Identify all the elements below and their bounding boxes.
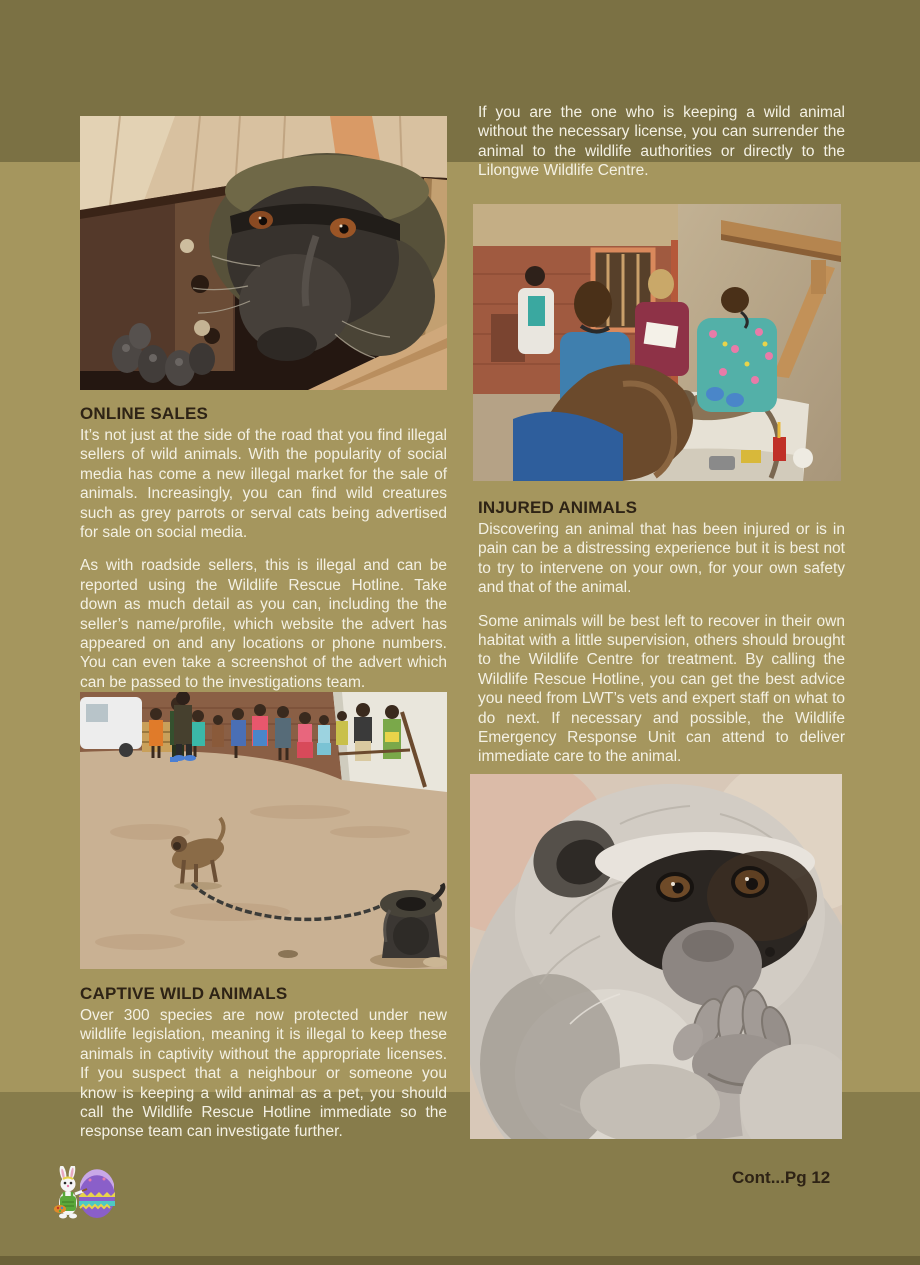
vervet-monkey-photo (470, 774, 842, 1139)
injured-animals-heading: INJURED ANIMALS (478, 498, 638, 517)
injured-animals-paragraph-2: Some animals will be best left to recover in their own habitat with a little supervision, others should brought to the Wildlife Centre for treatment. By calling the Wildlife Rescue Hotline, you can get the best advice you need from LWT’s vets and expert staff on what to do next. If necessary and possible, the Wildlife Emergency Response Unit can attend to deliver immediate care to the animal. (478, 612, 845, 766)
captive-wild-animals-section (80, 984, 447, 1142)
baboon-in-crate-photo (80, 116, 447, 390)
vet-treatment-photo (473, 204, 841, 481)
online-sales-paragraph-2: As with roadside sellers, this is illegal and can be reported using the Wildlife Rescue Hotline. Take down as much detail as you can, including the the seller’s name/profile, which website the advert has appeared on and any locations or phone numbers. You can even take a screenshot of the advert which can be passed to the investigations team. (80, 557, 447, 691)
online-sales-section (80, 404, 447, 692)
bottom-edge-strip (0, 1256, 920, 1265)
online-sales-heading: ONLINE SALES (80, 404, 209, 423)
continuation-note: Cont...Pg 12 (732, 1168, 831, 1187)
captive-wild-animals-paragraph: Over 300 species are now protected under new wildlife legislation, meaning it is illegal to keep these animals in captivity without the appropriate licenses. If you suspect that a neighbour or someone you know is keeping a wild animal as a pet, you should call the Wildlife Rescue Hotline immediate so the response team can investigate further. (80, 1007, 447, 1141)
injured-animals-paragraph-1: Discovering an animal that has been injured or is in pain can be a distressing experience but it is best not to try to intervene on your own, for your own safety and that of the animal. (478, 521, 845, 597)
injured-animals-section (478, 498, 845, 767)
white-van (80, 697, 142, 757)
intro-text: If you are the one who is keeping a wild animal without the necessary license, you can surrender the animal to the wildlife authorities or directly to the Lilongwe Wildlife Centre. (478, 104, 845, 180)
chained-monkey-photo (80, 692, 447, 969)
captive-wild-animals-heading: CAPTIVE WILD ANIMALS (80, 984, 288, 1003)
easter-bunny-graphic (52, 1166, 118, 1220)
online-sales-paragraph-1: It’s not just at the side of the road that you find illegal sellers of wild animals. With the popularity of social media has come a new illegal market for the sale of animals. Increasingly, you can find wild creatures such as grey parrots or serval cats being advertised for sale on social media. (80, 427, 447, 542)
surrender-intro-paragraph (478, 103, 845, 181)
